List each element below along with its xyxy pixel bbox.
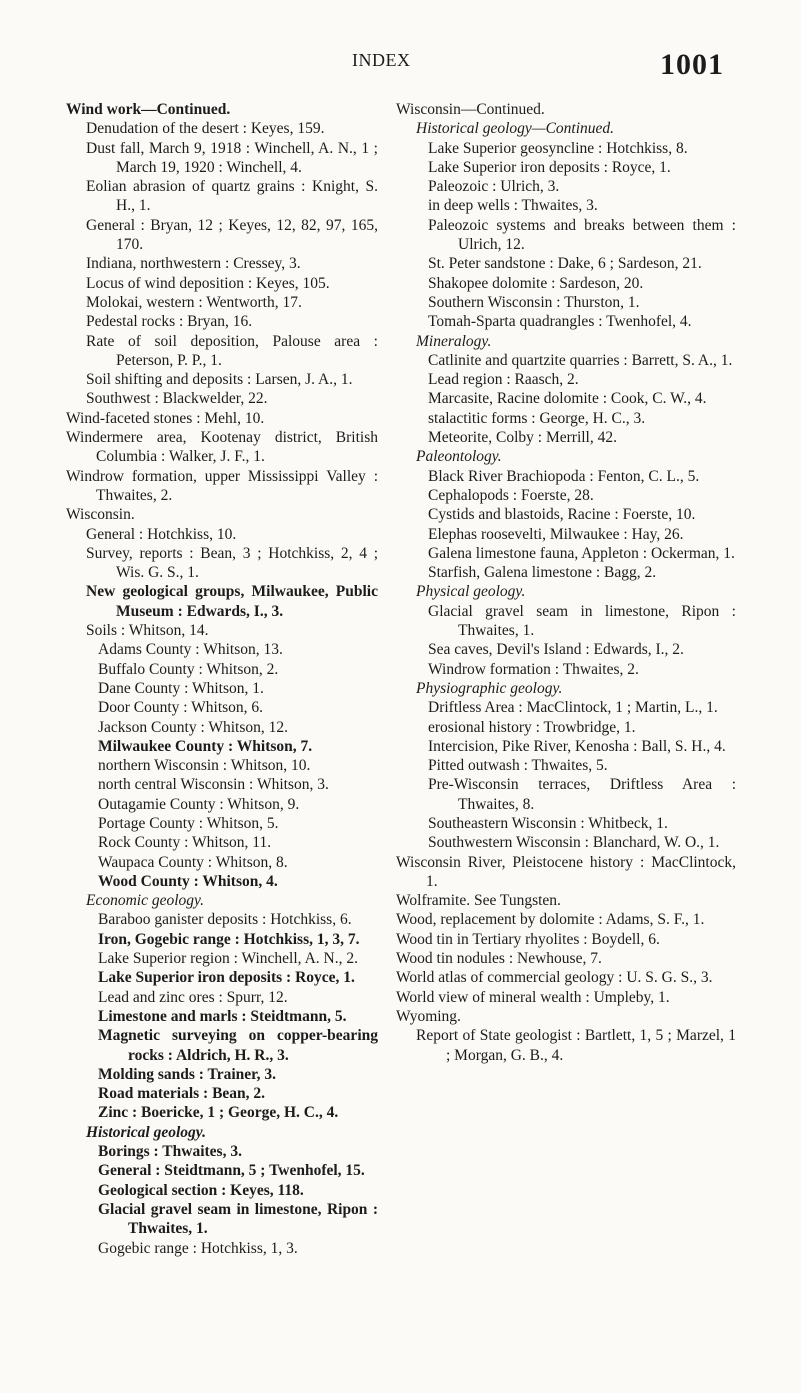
index-entry: Lead region : Raasch, 2. (428, 371, 579, 389)
index-entry: Economic geology. (86, 892, 204, 910)
index-entry: Lead and zinc ores : Spurr, 12. (98, 988, 288, 1006)
index-entry: Galena limestone fauna, Appleton : Ockerman, 1. (428, 544, 735, 562)
index-entry: Portage County : Whitson, 5. (98, 814, 279, 832)
index-entry: Catlinite and quartzite quarries : Barrett, S. A., 1. (428, 351, 733, 369)
index-entry: Southwestern Wisconsin : Blanchard, W. O., 1. (428, 834, 720, 852)
index-entry: Wisconsin River, Pleistocene history : MacClintock, 1. (396, 853, 736, 890)
index-entry: Wind work—Continued. (66, 101, 231, 118)
index-entry: World atlas of commercial geology : U. S. G. S., 3. (396, 969, 713, 987)
index-entry: Wood County : Whitson, 4. (98, 872, 278, 890)
index-entry: Southeastern Wisconsin : Whitbeck, 1. (428, 814, 668, 832)
index-entry: Glacial gravel seam in limestone, Ripon : Thwaites, 1. (98, 1200, 378, 1238)
index-entry: Black River Brachiopoda : Fenton, C. L., 5. (428, 467, 700, 485)
index-entry: Denudation of the desert : Keyes, 159. (86, 120, 325, 138)
index-entry: Iron, Gogebic range : Hotchkiss, 1, 3, 7. (98, 930, 360, 948)
index-entry: Wood, replacement by dolomite : Adams, S. F., 1. (396, 911, 705, 929)
index-column-left (66, 100, 378, 1258)
index-entry: stalactitic forms : George, H. C., 3. (428, 409, 646, 427)
index-entry: Report of State geologist : Bartlett, 1, 5 ; Marzel, 1 ; Morgan, G. B., 4. (416, 1027, 736, 1064)
index-entry: Historical geology—Continued. (416, 120, 615, 138)
index-entry: Door County : Whitson, 6. (98, 699, 264, 717)
index-entry: erosional history : Trowbridge, 1. (428, 718, 636, 736)
index-entry: Rate of soil deposition, Palouse area : Peterson, P. P., 1. (86, 332, 378, 369)
index-entry: in deep wells : Thwaites, 3. (428, 197, 598, 215)
index-entry: Lake Superior region : Winchell, A. N., 2. (98, 950, 358, 968)
index-entry: Pitted outwash : Thwaites, 5. (428, 757, 608, 775)
index-entry: Road materials : Bean, 2. (98, 1085, 266, 1103)
index-entry: Dust fall, March 9, 1918 : Winchell, A. N., 1 ; March 19, 1920 : Winchell, 4. (86, 139, 378, 176)
index-entry: Intercision, Pike River, Kenosha : Ball, S. H., 4. (428, 737, 726, 755)
index-entry: Wood tin in Tertiary rhyolites : Boydell, 6. (396, 930, 660, 948)
index-entry: Wolframite. See Tungsten. (396, 892, 561, 910)
index-entry: Jackson County : Whitson, 12. (98, 718, 289, 736)
index-entry: Physiographic geology. (416, 679, 563, 697)
page-number: 1001 (660, 48, 724, 81)
index-entry: Windrow formation, upper Mississippi Valley : Thwaites, 2. (66, 467, 378, 504)
index-entry: Physical geology. (416, 583, 526, 601)
index-entry: Dane County : Whitson, 1. (98, 679, 264, 697)
page-header (0, 28, 801, 81)
index-entry: Magnetic surveying on copper-bearing rocks : Aldrich, H. R., 3. (98, 1027, 378, 1064)
index-entry: Waupaca County : Whitson, 8. (98, 853, 288, 871)
index-entry: Milwaukee County : Whitson, 7. (98, 737, 313, 755)
index-entry: Rock County : Whitson, 11. (98, 834, 272, 852)
index-entry: Marcasite, Racine dolomite : Cook, C. W., 4. (428, 390, 707, 408)
index-entry: General : Bryan, 12 ; Keyes, 12, 82, 97, 165, 170. (86, 216, 378, 254)
index-entry: New geological groups, Milwaukee, Public Museum : Edwards, I., 3. (86, 583, 378, 620)
index-entry: Gogebic range : Hotchkiss, 1, 3. (98, 1239, 298, 1257)
index-entry: Wind-faceted stones : Mehl, 10. (66, 409, 265, 427)
index-entry: Wisconsin—Continued. (396, 101, 545, 118)
index-entry: Adams County : Whitson, 13. (98, 641, 283, 659)
running-head: INDEX (352, 50, 411, 70)
index-entry: Tomah-Sparta quadrangles : Twenhofel, 4. (428, 313, 692, 331)
index-entry: Windermere area, Kootenay district, British Columbia : Walker, J. F., 1. (66, 429, 378, 466)
index-entry: Soils : Whitson, 14. (86, 622, 209, 640)
index-entry: Paleontology. (416, 448, 502, 466)
index-entry: Baraboo ganister deposits : Hotchkiss, 6. (98, 911, 352, 929)
index-entry: Wood tin nodules : Newhouse, 7. (396, 950, 602, 968)
index-entry: Southern Wisconsin : Thurston, 1. (428, 293, 640, 311)
index-entry: Pedestal rocks : Bryan, 16. (86, 313, 253, 331)
index-entry: Buffalo County : Whitson, 2. (98, 660, 279, 678)
index-entry: General : Hotchkiss, 10. (86, 525, 237, 543)
index-column-right (396, 100, 736, 1065)
index-entry: northern Wisconsin : Whitson, 10. (98, 757, 311, 775)
index-entry: Geological section : Keyes, 118. (98, 1181, 304, 1199)
index-entry: Zinc : Boericke, 1 ; George, H. C., 4. (98, 1104, 339, 1122)
index-entry: Lake Superior iron deposits : Royce, 1. (98, 969, 355, 987)
index-entry: Molokai, western : Wentworth, 17. (86, 293, 302, 311)
index-entry: Paleozoic : Ulrich, 3. (428, 178, 560, 196)
index-entry: Molding sands : Trainer, 3. (98, 1065, 277, 1083)
index-entry: Locus of wind deposition : Keyes, 105. (86, 274, 330, 292)
index-entry: Limestone and marls : Steidtmann, 5. (98, 1007, 347, 1025)
index-entry: Lake Superior iron deposits : Royce, 1. (428, 158, 671, 176)
index-entry: Cystids and blastoids, Racine : Foerste, 10. (428, 506, 696, 524)
index-entry: Windrow formation : Thwaites, 2. (428, 660, 639, 678)
index-entry: Eolian abrasion of quartz grains : Knight, S. H., 1. (86, 178, 378, 215)
index-entry: Glacial gravel seam in limestone, Ripon : Thwaites, 1. (428, 602, 736, 640)
index-entry: Cephalopods : Foerste, 28. (428, 486, 594, 504)
index-entry: Paleozoic systems and breaks between them : Ulrich, 12. (428, 216, 736, 254)
index-entry: Sea caves, Devil's Island : Edwards, I., 2. (428, 641, 684, 659)
index-entry: Pre-Wisconsin terraces, Driftless Area : Thwaites, 8. (428, 776, 736, 813)
index-entry: Driftless Area : MacClintock, 1 ; Martin, L., 1. (428, 699, 718, 717)
index-entry: Indiana, northwestern : Cressey, 3. (86, 255, 301, 273)
index-entry: World view of mineral wealth : Umpleby, 1. (396, 988, 670, 1006)
index-entry: Historical geology. (86, 1123, 206, 1141)
index-entry: Elephas roosevelti, Milwaukee : Hay, 26. (428, 525, 684, 543)
index-entry: Starfish, Galena limestone : Bagg, 2. (428, 564, 657, 582)
index-entry: General : Steidtmann, 5 ; Twenhofel, 15. (98, 1162, 365, 1180)
index-entry: Survey, reports : Bean, 3 ; Hotchkiss, 2, 4 ; Wis. G. S., 1. (86, 544, 378, 582)
index-entry: north central Wisconsin : Whitson, 3. (98, 776, 329, 794)
index-entry: Wisconsin. (66, 506, 135, 524)
index-entry: Southwest : Blackwelder, 22. (86, 390, 268, 408)
index-entry: Meteorite, Colby : Merrill, 42. (428, 429, 617, 447)
index-entry: Shakopee dolomite : Sardeson, 20. (428, 274, 644, 292)
index-entry: Borings : Thwaites, 3. (98, 1143, 242, 1161)
index-entry: Mineralogy. (416, 332, 492, 350)
index-entry: Wyoming. (396, 1007, 461, 1025)
index-entry: Lake Superior geosyncline : Hotchkiss, 8. (428, 139, 688, 157)
index-entry: St. Peter sandstone : Dake, 6 ; Sardeson, 21. (428, 255, 702, 273)
index-entry: Outagamie County : Whitson, 9. (98, 795, 300, 813)
index-entry: Soil shifting and deposits : Larsen, J. A., 1. (86, 371, 353, 389)
